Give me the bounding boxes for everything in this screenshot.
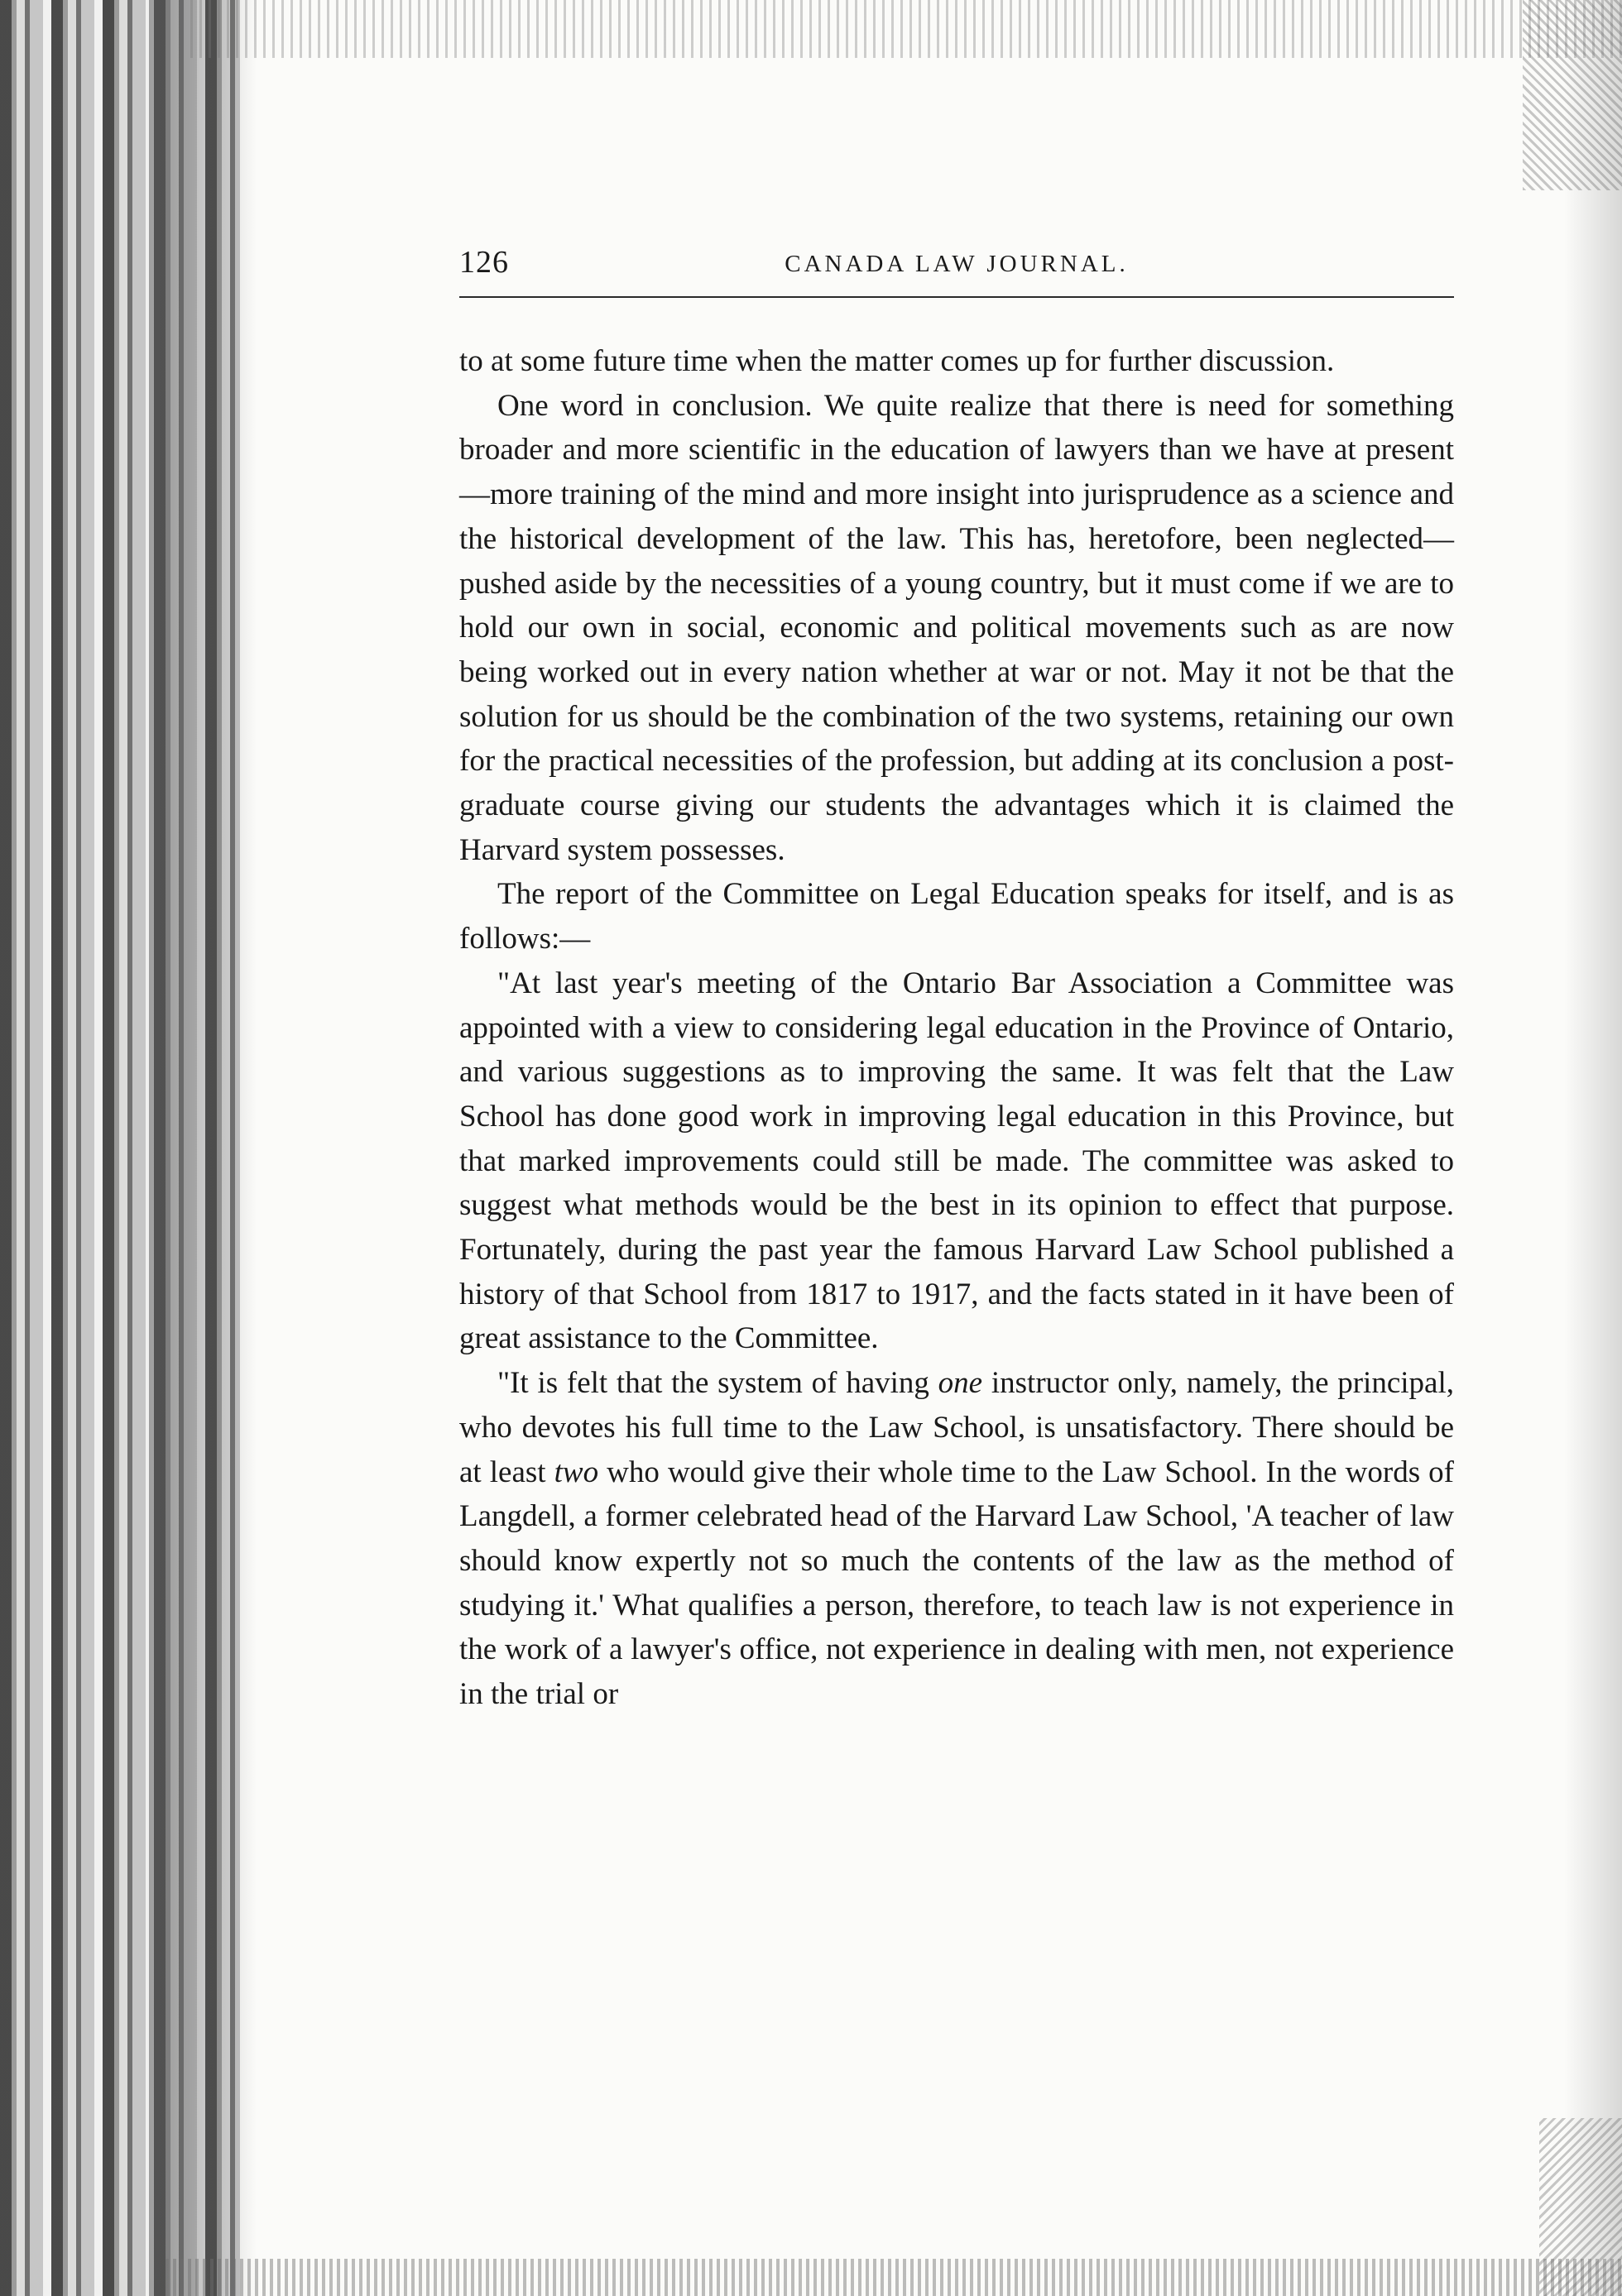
paragraph-5-text: instructor only, namely, the principal, who devotes his full time to the Law School, is unsatisfactory. There should be at least: [459, 1366, 1454, 1489]
scan-shadow-right: [1564, 0, 1622, 2296]
paragraph-5: [459, 1361, 1454, 1717]
scan-noise-top: [190, 0, 1622, 58]
paragraph-5-text: who would give their whole time to the Law School. In the words of Langdell, a former celebrated head of the Harvard Law School, 'A teacher of law should know expertly not so much the contents of the law as the method of studying it.' What qualifies a person, therefore, to teach law is not experience in the work of a lawyer's office, not experience in dealing with men, not experience in the trial or: [459, 1455, 1454, 1712]
gutter-shadow: [149, 0, 257, 2296]
page-number: 126: [459, 245, 509, 280]
paragraph-2: One word in conclusion. We quite realize that there is need for something broader and more scientific in the education of lawyers than we have at present—more training of the mind and more insight into jurisprudence as a science and the historical development of the law. This has, heretofore, been neglected—pushed aside by the necessities of a young country, but it must come if we are to hold our own in social, economic and political movements such as are now being worked out in every nation whether at war or not. May it not be that the solution for us should be the combination of the two systems, retaining our own for the practical necessities of the profession, but adding at its conclusion a post-graduate course giving our students the advantages which it is claimed the Harvard system possesses.: [459, 388, 1454, 867]
scan-noise-corner-bottom-right: [1539, 2118, 1622, 2296]
scan-noise-bottom: [166, 2259, 1622, 2296]
emphasis-one: one: [938, 1366, 983, 1401]
page-header: [459, 242, 1454, 283]
paragraph-1: to at some future time when the matter comes up for further discussion.: [459, 344, 1335, 378]
paragraph-4: "At last year's meeting of the Ontario Bar Association a Committee was appointed with a view to considering legal education in the Province of Ontario, and various suggestions as to improving the same. It was felt that the Law School has done good work in improving legal education in this Province, but that marked improvements could still be made. The committee was asked to suggest what methods would be the best in its opinion to effect that purpose. Fortunately, during the past year the famous Harvard Law School published a history of that School from 1817 to 1917, and the facts stated in it have been of great assistance to the Committee.: [459, 966, 1454, 1356]
header-rule: [459, 296, 1454, 298]
paragraph-3: The report of the Committee on Legal Education speaks for itself, and is as follows:—: [459, 877, 1454, 956]
scan-noise-corner-top-right: [1523, 0, 1622, 190]
emphasis-two: two: [554, 1455, 599, 1489]
running-title: CANADA LAW JOURNAL.: [785, 251, 1129, 277]
paragraph-5-text: "It is felt that the system of having: [497, 1366, 938, 1401]
body-text: [459, 339, 1454, 1717]
